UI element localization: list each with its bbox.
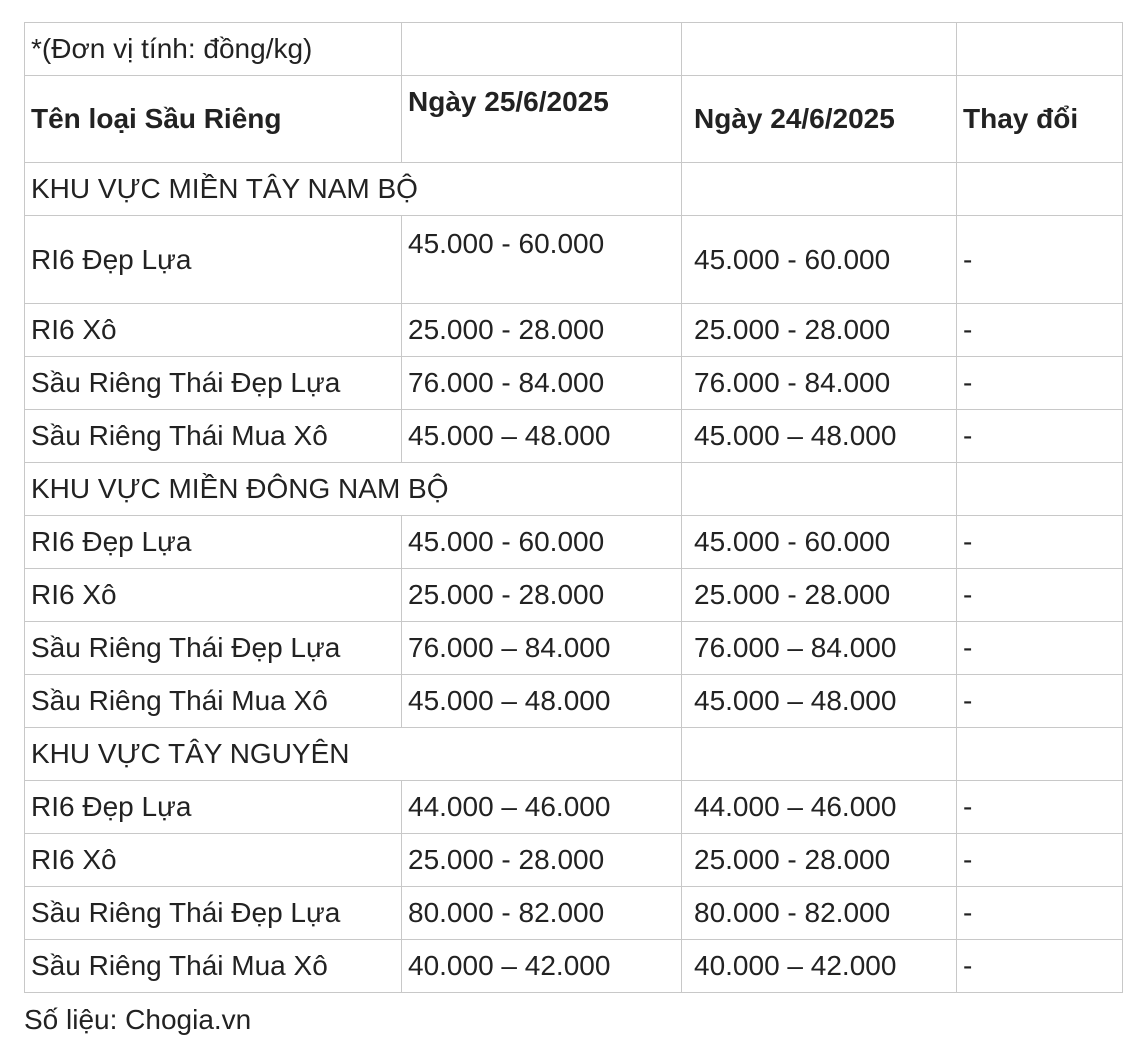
price-change: - — [957, 781, 1123, 834]
durian-name: RI6 Đẹp Lựa — [25, 216, 402, 304]
durian-name: RI6 Xô — [25, 834, 402, 887]
table-row — [25, 781, 1123, 834]
price-date-1: 25.000 - 28.000 — [402, 569, 682, 622]
price-date-1: 45.000 – 48.000 — [402, 675, 682, 728]
table-row — [25, 216, 1123, 304]
price-date-1: 76.000 - 84.000 — [402, 357, 682, 410]
durian-name: Sầu Riêng Thái Mua Xô — [25, 940, 402, 993]
price-date-2: 45.000 - 60.000 — [682, 516, 957, 569]
price-change: - — [957, 216, 1123, 304]
unit-note: *(Đơn vị tính: đồng/kg) — [25, 23, 402, 76]
table-row — [25, 357, 1123, 410]
source-note: Số liệu: Chogia.vn — [24, 1004, 252, 1035]
price-date-2: 45.000 – 48.000 — [682, 410, 957, 463]
table-row — [25, 622, 1123, 675]
price-date-1: 80.000 - 82.000 — [402, 887, 682, 940]
durian-name: RI6 Xô — [25, 569, 402, 622]
price-date-1: 45.000 - 60.000 — [402, 516, 682, 569]
header-row — [25, 76, 1123, 163]
header-change: Thay đổi — [957, 76, 1123, 163]
table-row — [25, 569, 1123, 622]
region-row — [25, 163, 1123, 216]
table-row — [25, 516, 1123, 569]
price-change: - — [957, 410, 1123, 463]
price-date-1: 45.000 – 48.000 — [402, 410, 682, 463]
durian-name: RI6 Đẹp Lựa — [25, 516, 402, 569]
region-title: KHU VỰC TÂY NGUYÊN — [25, 728, 682, 781]
price-change: - — [957, 304, 1123, 357]
price-change: - — [957, 516, 1123, 569]
durian-name: RI6 Đẹp Lựa — [25, 781, 402, 834]
durian-price-table — [24, 22, 1123, 993]
price-date-2: 44.000 – 46.000 — [682, 781, 957, 834]
price-change: - — [957, 675, 1123, 728]
price-change: - — [957, 940, 1123, 993]
region-title: KHU VỰC MIỀN ĐÔNG NAM BỘ — [25, 463, 682, 516]
price-date-2: 76.000 – 84.000 — [682, 622, 957, 675]
price-date-2: 45.000 – 48.000 — [682, 675, 957, 728]
price-date-1: 40.000 – 42.000 — [402, 940, 682, 993]
table-row — [25, 304, 1123, 357]
price-change: - — [957, 887, 1123, 940]
durian-name: Sầu Riêng Thái Đẹp Lựa — [25, 357, 402, 410]
price-change: - — [957, 834, 1123, 887]
table-row — [25, 940, 1123, 993]
durian-name: Sầu Riêng Thái Mua Xô — [25, 410, 402, 463]
durian-name: Sầu Riêng Thái Đẹp Lựa — [25, 622, 402, 675]
durian-name: Sầu Riêng Thái Mua Xô — [25, 675, 402, 728]
price-date-2: 45.000 - 60.000 — [682, 216, 957, 304]
durian-name: Sầu Riêng Thái Đẹp Lựa — [25, 887, 402, 940]
price-date-1: 25.000 - 28.000 — [402, 304, 682, 357]
table-row — [25, 410, 1123, 463]
header-date-2: Ngày 24/6/2025 — [682, 76, 957, 163]
table-row — [25, 887, 1123, 940]
header-name: Tên loại Sầu Riêng — [25, 76, 402, 163]
price-date-2: 40.000 – 42.000 — [682, 940, 957, 993]
price-date-1: 44.000 – 46.000 — [402, 781, 682, 834]
region-title: KHU VỰC MIỀN TÂY NAM BỘ — [25, 163, 682, 216]
price-change: - — [957, 622, 1123, 675]
price-date-2: 25.000 - 28.000 — [682, 304, 957, 357]
price-date-2: 25.000 - 28.000 — [682, 834, 957, 887]
price-date-2: 76.000 - 84.000 — [682, 357, 957, 410]
price-change: - — [957, 357, 1123, 410]
region-row — [25, 728, 1123, 781]
price-date-2: 25.000 - 28.000 — [682, 569, 957, 622]
header-date-1: Ngày 25/6/2025 — [402, 76, 682, 163]
table-row — [25, 675, 1123, 728]
price-date-1: 76.000 – 84.000 — [402, 622, 682, 675]
price-date-1: 25.000 - 28.000 — [402, 834, 682, 887]
unit-row — [25, 23, 1123, 76]
price-date-2: 80.000 - 82.000 — [682, 887, 957, 940]
table-row — [25, 834, 1123, 887]
price-date-1: 45.000 - 60.000 — [402, 216, 682, 304]
region-row — [25, 463, 1123, 516]
price-change: - — [957, 569, 1123, 622]
durian-name: RI6 Xô — [25, 304, 402, 357]
